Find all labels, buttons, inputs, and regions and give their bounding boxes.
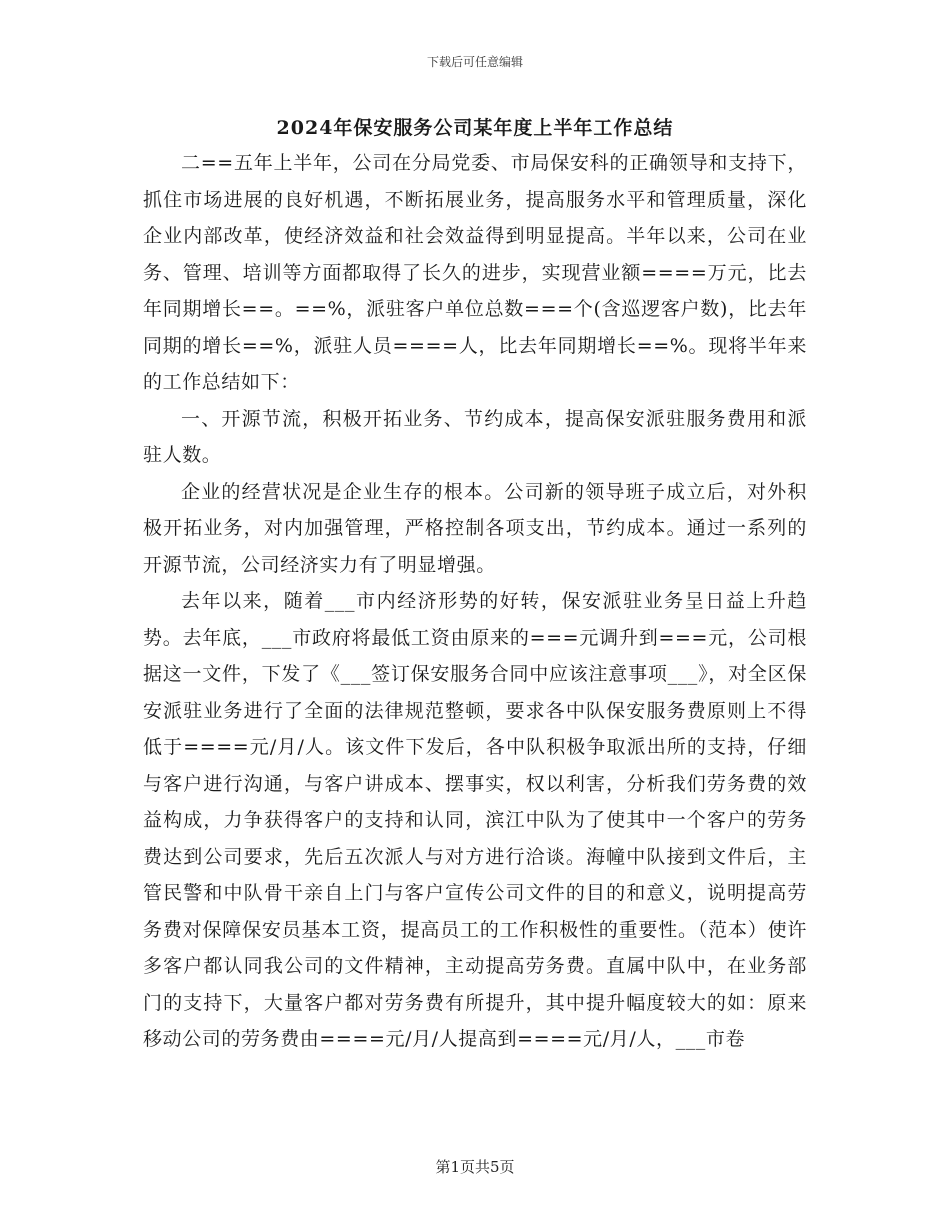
document-body <box>143 145 807 1058</box>
page-header-note: 下载后可任意编辑 <box>426 55 523 69</box>
paragraph-service-fees: 去年以来，随着___市内经济形势的好转，保安派驻业务呈日益上升趋势。去年底，___市政府将最低工资由原来的===元调升到===元，公司根据这一文件，下发了《___签订保安服务合同中应该注意事项___》，对全区保安派驻业务进行了全面的法律规范整顿，要求各中队保安服务费原则上不得低于====元/月/人。该文件下发后，各中队积极争取派出所的支持，仔细与客户进行沟通，与客户讲成本、摆事实，权以利害，分析我们劳务费的效益构成，力争获得客户的支持和认同，滨江中队为了使其中一个客户的劳务费达到公司要求，先后五次派人与对方进行洽谈。海幢中队接到文件后，主管民警和中队骨干亲自上门与客户宣传公司文件的目的和意义，说明提高劳务费对保障保安员基本工资，提高员工的工作积极性的重要性。（范本）使许多客户都认同我公司的文件精神，主动提高劳务费。直属中队中，在业务部门的支持下，大量客户都对劳务费有所提升，其中提升幅度较大的如：原来移动公司的劳务费由====元/月/人提高到====元/月/人，___市卷 <box>143 590 807 1050</box>
paragraph-intro: 二==五年上半年，公司在分局党委、市局保安科的正确领导和支持下，抓住市场进展的良好机遇，不断拓展业务，提高服务水平和管理质量，深化企业内部改革，使经济效益和社会效益得到明显提高。半年以来，公司在业务、管理、培训等方面都取得了长久的进步，实现营业额====万元，比去年同期增长==。==%，派驻客户单位总数===个(含巡逻客户数)，比去年同期的增长==%，派驻人员====人，比去年同期增长==%。现将半年来的工作总结如下： <box>143 152 807 393</box>
paragraph-operations: 企业的经营状况是企业生存的根本。公司新的领导班子成立后，对外积极开拓业务，对内加强管理，严格控制各项支出，节约成本。通过一系列的开源节流，公司经济实力有了明显增强。 <box>143 480 807 576</box>
page-number: 第1页共5页 <box>435 1158 515 1176</box>
document-title: 2024年保安服务公司某年度上半年工作总结 <box>276 117 674 139</box>
paragraph-section-heading: 一、开源节流，积极开拓业务、节约成本，提高保安派驻服务费用和派驻人数。 <box>143 407 807 466</box>
